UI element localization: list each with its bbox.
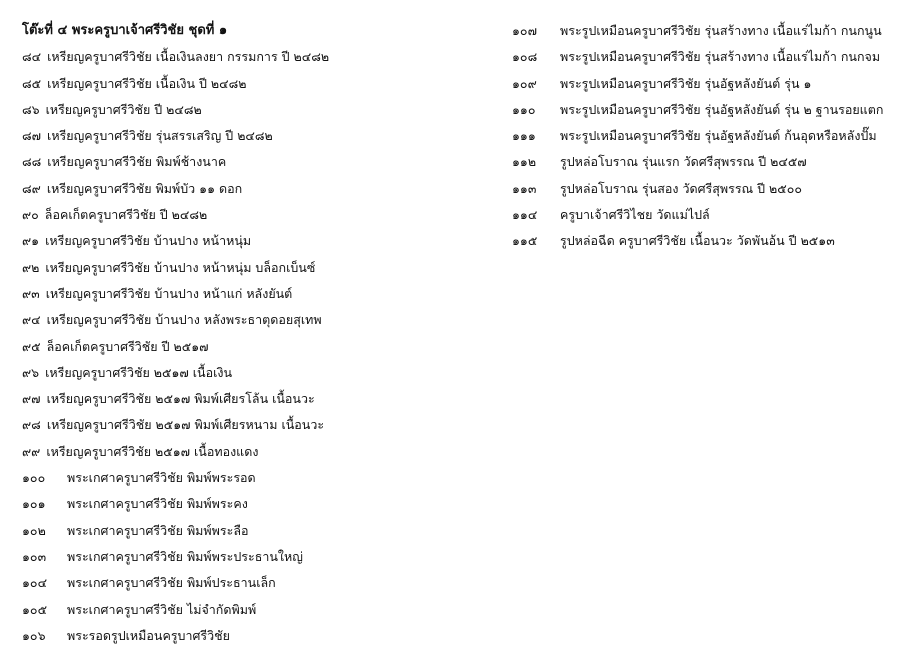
item-number: ๑๑๓ [512, 180, 537, 196]
item-number: ๙๗ [22, 391, 41, 407]
item-text: เหรียญครูบาศรีวิชัย บ้านปาง หลังพระธาตุดอยสุเทพ [46, 312, 322, 328]
item-number: ๙๒ [22, 259, 40, 275]
item-text: พระเกศาครูบาศรีวิชัย พิมพ์พระรอด [67, 470, 256, 486]
list-item [22, 416, 462, 442]
item-text: พระรอดรูปเหมือนครูบาศรีวิชัย [67, 627, 230, 643]
item-text: เหรียญครูบาศรีวิชัย ปี ๒๔๘๒ [45, 101, 202, 117]
item-text: เหรียญครูบาศรีวิชัย รุ่นสรรเสริญ ปี ๒๔๘๒ [47, 128, 273, 144]
item-number: ๘๕ [22, 75, 42, 91]
list-item [512, 180, 892, 206]
item-text: พระรูปเหมือนครูบาศรีวิชัย รุ่นสร้างทาง เนื้อแร่ไมก้า กนกจม [560, 49, 881, 65]
item-number: ๑๑๒ [512, 154, 537, 170]
item-text: เหรียญครูบาศรีวิชัย ๒๕๑๗ เนื้อทองแดง [46, 443, 259, 459]
list-item [22, 153, 462, 179]
item-text: พระรูปเหมือนครูบาศรีวิชัย รุ่นสร้างทาง เนื้อแร่ไมก้า กนกนูน [560, 23, 882, 38]
item-number: ๘๔ [22, 49, 42, 65]
item-number: ๘๘ [22, 154, 42, 170]
list-item [512, 101, 892, 127]
list-item [22, 206, 462, 232]
list-item [512, 206, 892, 232]
table-heading: โต๊ะที่ ๔ พระครูบาเจ้าศรีวิชัย ชุดที่ ๑ [22, 23, 228, 38]
item-number: ๑๐๗ [512, 23, 537, 38]
item-number: ๑๐๕ [22, 601, 48, 617]
item-text: พระเกศาครูบาศรีวิชัย พิมพ์พระประธานใหญ่ [67, 548, 303, 564]
list-item [22, 364, 462, 390]
list-item [22, 495, 462, 521]
item-text: เหรียญครูบาศรีวิชัย บ้านปาง หน้าแก่ หลังยันต์ [45, 285, 293, 301]
list-item [22, 548, 462, 574]
list-item [22, 574, 462, 600]
list-item [22, 390, 462, 416]
item-text: เหรียญครูบาศรีวิชัย บ้านปาง หน้าหนุ่ม บล็อกเบ็นซ์ [45, 259, 316, 275]
item-number: ๘๙ [22, 180, 41, 196]
item-number: ๘๗ [22, 128, 42, 144]
list-item [512, 22, 892, 48]
list-item [22, 285, 462, 311]
item-text: ครูบาเจ้าศรีวิไชย วัดแม่ไปล์ [560, 207, 710, 223]
item-text: เหรียญครูบาศรีวิชัย พิมพ์บัว ๑๑ ดอก [46, 180, 243, 196]
item-number: ๙๐ [22, 207, 39, 223]
item-text: พระรูปเหมือนครูบาศรีวิชัย รุ่นอัฐหลังยันต์ รุ่น ๑ [560, 75, 812, 91]
item-number: ๑๐๖ [22, 627, 46, 643]
item-number: ๙๕ [22, 338, 41, 354]
list-item [22, 443, 462, 469]
item-number: ๑๑๔ [512, 207, 538, 223]
item-number: ๙๙ [22, 443, 41, 459]
left-item-list [22, 48, 462, 653]
item-text: พระเกศาครูบาศรีวิชัย พิมพ์พระคง [67, 496, 248, 512]
item-text: พระเกศาครูบาศรีวิชัย ไม่จำกัดพิมพ์ [67, 601, 257, 617]
list-item [22, 311, 462, 337]
list-item [22, 627, 462, 653]
list-item [512, 153, 892, 179]
item-number: ๑๐๘ [512, 49, 538, 65]
list-item [22, 232, 462, 258]
item-number: ๑๐๐ [22, 470, 46, 486]
item-text: เหรียญครูบาศรีวิชัย เนื้อเงินลงยา กรรมการ ปี ๒๔๘๒ [47, 49, 330, 65]
item-text: เหรียญครูบาศรีวิชัย บ้านปาง หน้าหนุ่ม [45, 233, 252, 249]
item-number: ๑๐๒ [22, 522, 46, 538]
list-item [22, 522, 462, 548]
item-text: พระรูปเหมือนครูบาศรีวิชัย รุ่นอัฐหลังยันต์ ก้นอุดหรือหลังปั๊ม [560, 128, 877, 144]
list-item [22, 601, 462, 627]
item-number: ๙๓ [22, 285, 40, 301]
item-number: ๙๔ [22, 312, 41, 328]
list-item [22, 259, 462, 285]
list-item [22, 101, 462, 127]
item-text: ล็อคเก็ตครูบาศรีวิชัย ปี ๒๔๘๒ [44, 207, 208, 223]
list-item [22, 338, 462, 364]
item-number: ๑๐๑ [22, 496, 46, 512]
list-item [512, 48, 892, 74]
right-item-list [512, 22, 892, 259]
list-item [22, 75, 462, 101]
item-text: เหรียญครูบาศรีวิชัย ๒๕๑๗ พิมพ์เศียรโล้น เนื้อนวะ [46, 391, 315, 407]
item-number: ๑๐๔ [22, 575, 48, 591]
right-column [512, 22, 892, 259]
item-number: ๘๖ [22, 101, 40, 117]
item-text: รูปหล่อโบราณ รุ่นแรก วัดศรีสุพรรณ ปี ๒๔๕๗ [560, 154, 807, 170]
left-column [22, 22, 462, 653]
item-text: รูปหล่อฉีด ครูบาศรีวิชัย เนื้อนวะ วัดพันอ้น ปี ๒๕๑๓ [560, 233, 835, 249]
item-number: ๑๑๑ [512, 128, 536, 144]
item-number: ๑๑๐ [512, 101, 536, 117]
item-text: รูปหล่อโบราณ รุ่นสอง วัดศรีสุพรรณ ปี ๒๕๐๐ [560, 180, 802, 196]
item-number: ๙๘ [22, 417, 41, 433]
item-number: ๑๐๙ [512, 75, 537, 91]
list-item [512, 127, 892, 153]
list-item [22, 180, 462, 206]
list-item [22, 127, 462, 153]
item-text: เหรียญครูบาศรีวิชัย ๒๕๑๗ เนื้อเงิน [45, 364, 233, 380]
list-item [512, 75, 892, 101]
item-number: ๙๑ [22, 233, 40, 249]
item-text: พระรูปเหมือนครูบาศรีวิชัย รุ่นอัฐหลังยันต์ รุ่น ๒ ฐานรอยแตก [560, 101, 884, 117]
item-number: ๙๖ [22, 364, 40, 380]
item-text: พระเกศาครูบาศรีวิชัย พิมพ์ประธานเล็ก [67, 575, 276, 591]
list-item [22, 469, 462, 495]
item-text: เหรียญครูบาศรีวิชัย ๒๕๑๗ พิมพ์เศียรหนาม เนื้อนวะ [46, 417, 325, 433]
item-number: ๑๑๕ [512, 233, 538, 249]
item-number: ๑๐๓ [22, 548, 47, 564]
item-text: ล็อคเก็ตครูบาศรีวิชัย ปี ๒๕๑๗ [46, 338, 209, 354]
item-text: พระเกศาครูบาศรีวิชัย พิมพ์พระลือ [67, 522, 249, 538]
item-text: เหรียญครูบาศรีวิชัย เนื้อเงิน ปี ๒๔๘๒ [47, 75, 247, 91]
list-item [512, 232, 892, 258]
list-item [22, 48, 462, 74]
item-text: เหรียญครูบาศรีวิชัย พิมพ์ช้างนาค [47, 154, 227, 170]
